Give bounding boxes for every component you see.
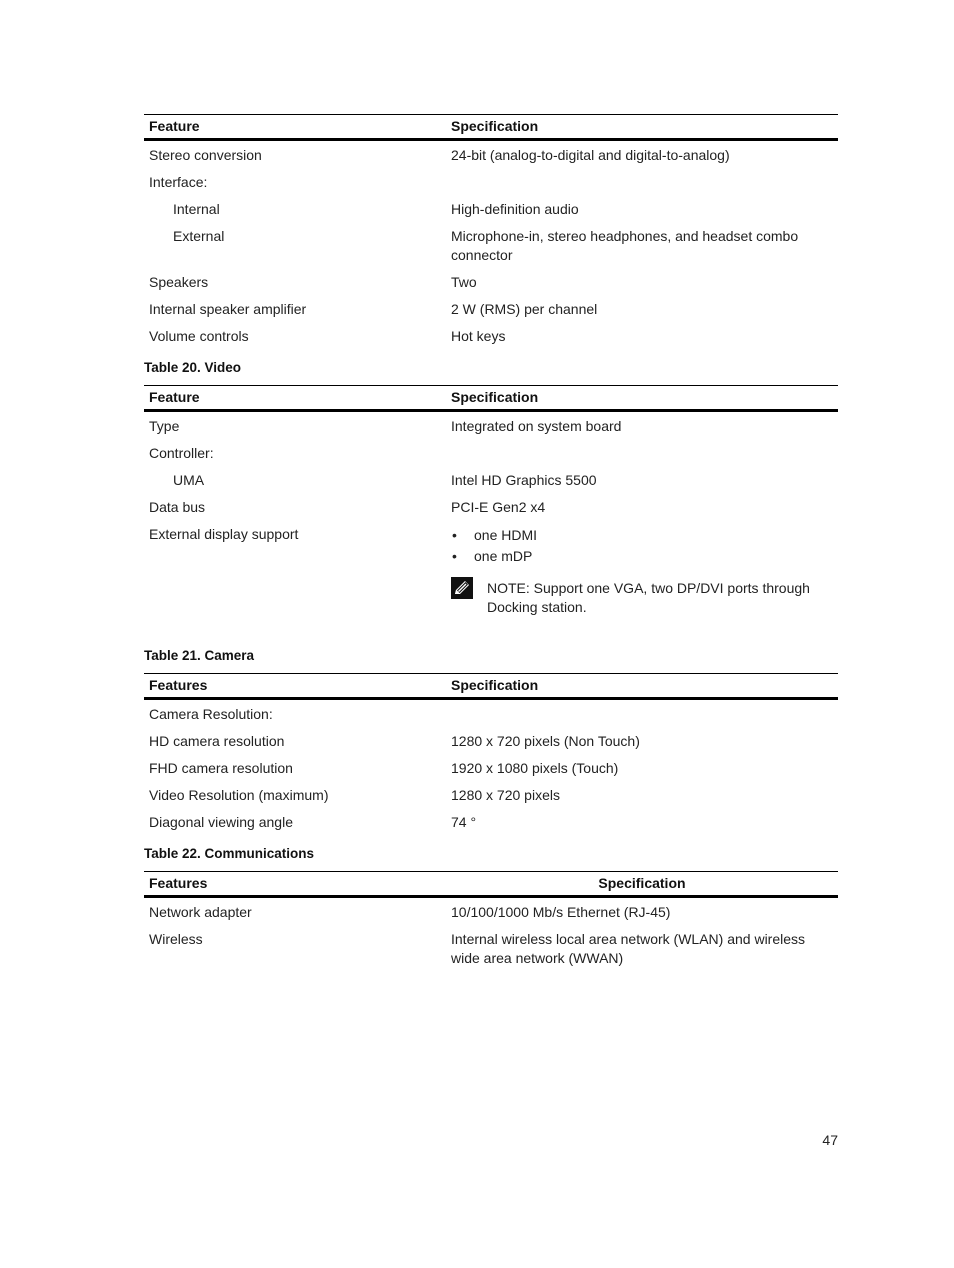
camera-spec-table: [144, 673, 838, 835]
table-row: [144, 295, 838, 322]
spec-cell: 10/100/1000 Mb/s Ethernet (RJ-45): [451, 904, 671, 920]
note-body: Support one VGA, two DP/DVI ports through Docking station.: [487, 580, 810, 615]
feature-cell: HD camera resolution: [149, 733, 285, 749]
note-text: [487, 579, 833, 617]
table-header-row: [144, 386, 838, 411]
spec-cell: Integrated on system board: [451, 418, 622, 434]
table-caption-communications: Table 22. Communications: [144, 846, 315, 861]
header-specification: Specification: [446, 674, 838, 699]
feature-cell: Internal: [173, 201, 220, 217]
table-row: [144, 808, 838, 835]
spec-cell: Microphone-in, stereo headphones, and headset combo connector: [451, 228, 799, 263]
spec-cell: 2 W (RMS) per channel: [451, 301, 598, 317]
spec-cell: 74 °: [451, 814, 477, 830]
note-pencil-icon: [451, 577, 473, 599]
feature-cell: Internal speaker amplifier: [149, 301, 307, 317]
header-specification: Specification: [446, 872, 838, 897]
table-row: [144, 520, 838, 626]
spec-cell: [446, 168, 838, 195]
communications-spec-table: [144, 871, 838, 971]
table-row: [144, 268, 838, 295]
feature-cell: External: [173, 228, 225, 244]
feature-cell: Speakers: [149, 274, 209, 290]
spec-cell: [446, 520, 838, 626]
spec-cell: [446, 439, 838, 466]
table-header-row: [144, 872, 838, 897]
table-caption-camera: Table 21. Camera: [144, 648, 255, 663]
video-spec-table: [144, 385, 838, 626]
header-feature: Feature: [144, 386, 446, 411]
table-row: [144, 195, 838, 222]
spec-cell: High-definition audio: [451, 201, 579, 217]
table-row: [144, 897, 838, 926]
feature-cell: Video Resolution (maximum): [149, 787, 329, 803]
feature-cell: Type: [149, 418, 180, 434]
note-box: [451, 579, 833, 617]
audio-spec-table: [144, 114, 838, 349]
spec-cell: 1920 x 1080 pixels (Touch): [451, 760, 619, 776]
feature-cell: Data bus: [149, 499, 206, 515]
page-content: [144, 114, 838, 971]
spec-cell: [446, 699, 838, 728]
header-specification: Specification: [446, 386, 838, 411]
spec-cell: Intel HD Graphics 5500: [451, 472, 597, 488]
table-row: [144, 493, 838, 520]
table-header-row: [144, 115, 838, 140]
list-item: • one mDP: [451, 546, 833, 567]
table-row: [144, 168, 838, 195]
feature-cell: FHD camera resolution: [149, 760, 293, 776]
header-features: Features: [144, 674, 446, 699]
table-header-row: [144, 674, 838, 699]
table-row: [144, 222, 838, 268]
header-feature: Feature: [144, 115, 446, 140]
feature-cell: Camera Resolution:: [149, 706, 273, 722]
feature-cell: Network adapter: [149, 904, 252, 920]
list-item: • one HDMI: [451, 525, 833, 546]
header-features: Features: [144, 872, 446, 897]
table-row: [144, 322, 838, 349]
table-row: [144, 925, 838, 971]
table-row: [144, 466, 838, 493]
table-row: [144, 699, 838, 728]
table-row: [144, 727, 838, 754]
feature-cell: Interface:: [149, 174, 208, 190]
spec-cell: 24-bit (analog-to-digital and digital-to-analog): [451, 147, 730, 163]
spec-cell: 1280 x 720 pixels: [451, 787, 560, 803]
feature-cell: Diagonal viewing angle: [149, 814, 293, 830]
feature-cell: UMA: [173, 472, 205, 488]
header-specification: Specification: [446, 115, 838, 140]
feature-cell: Wireless: [149, 931, 203, 947]
spec-cell: Two: [451, 274, 477, 290]
feature-cell: External display support: [149, 526, 299, 542]
table-row: [144, 754, 838, 781]
table-row: [144, 411, 838, 440]
note-label: NOTE:: [487, 580, 530, 596]
page-number: 47: [822, 1132, 838, 1148]
feature-cell: Volume controls: [149, 328, 249, 344]
feature-cell: Stereo conversion: [149, 147, 262, 163]
table-caption-video: Table 20. Video: [144, 360, 242, 375]
feature-cell: Controller:: [149, 445, 214, 461]
spec-cell: PCI-E Gen2 x4: [451, 499, 546, 515]
table-row: [144, 439, 838, 466]
spec-cell: Hot keys: [451, 328, 506, 344]
table-row: [144, 140, 838, 169]
display-support-list: [451, 525, 833, 567]
spec-cell: Internal wireless local area network (WLAN) and wireless wide area network (WWAN): [451, 931, 806, 966]
spec-cell: 1280 x 720 pixels (Non Touch): [451, 733, 640, 749]
table-row: [144, 781, 838, 808]
